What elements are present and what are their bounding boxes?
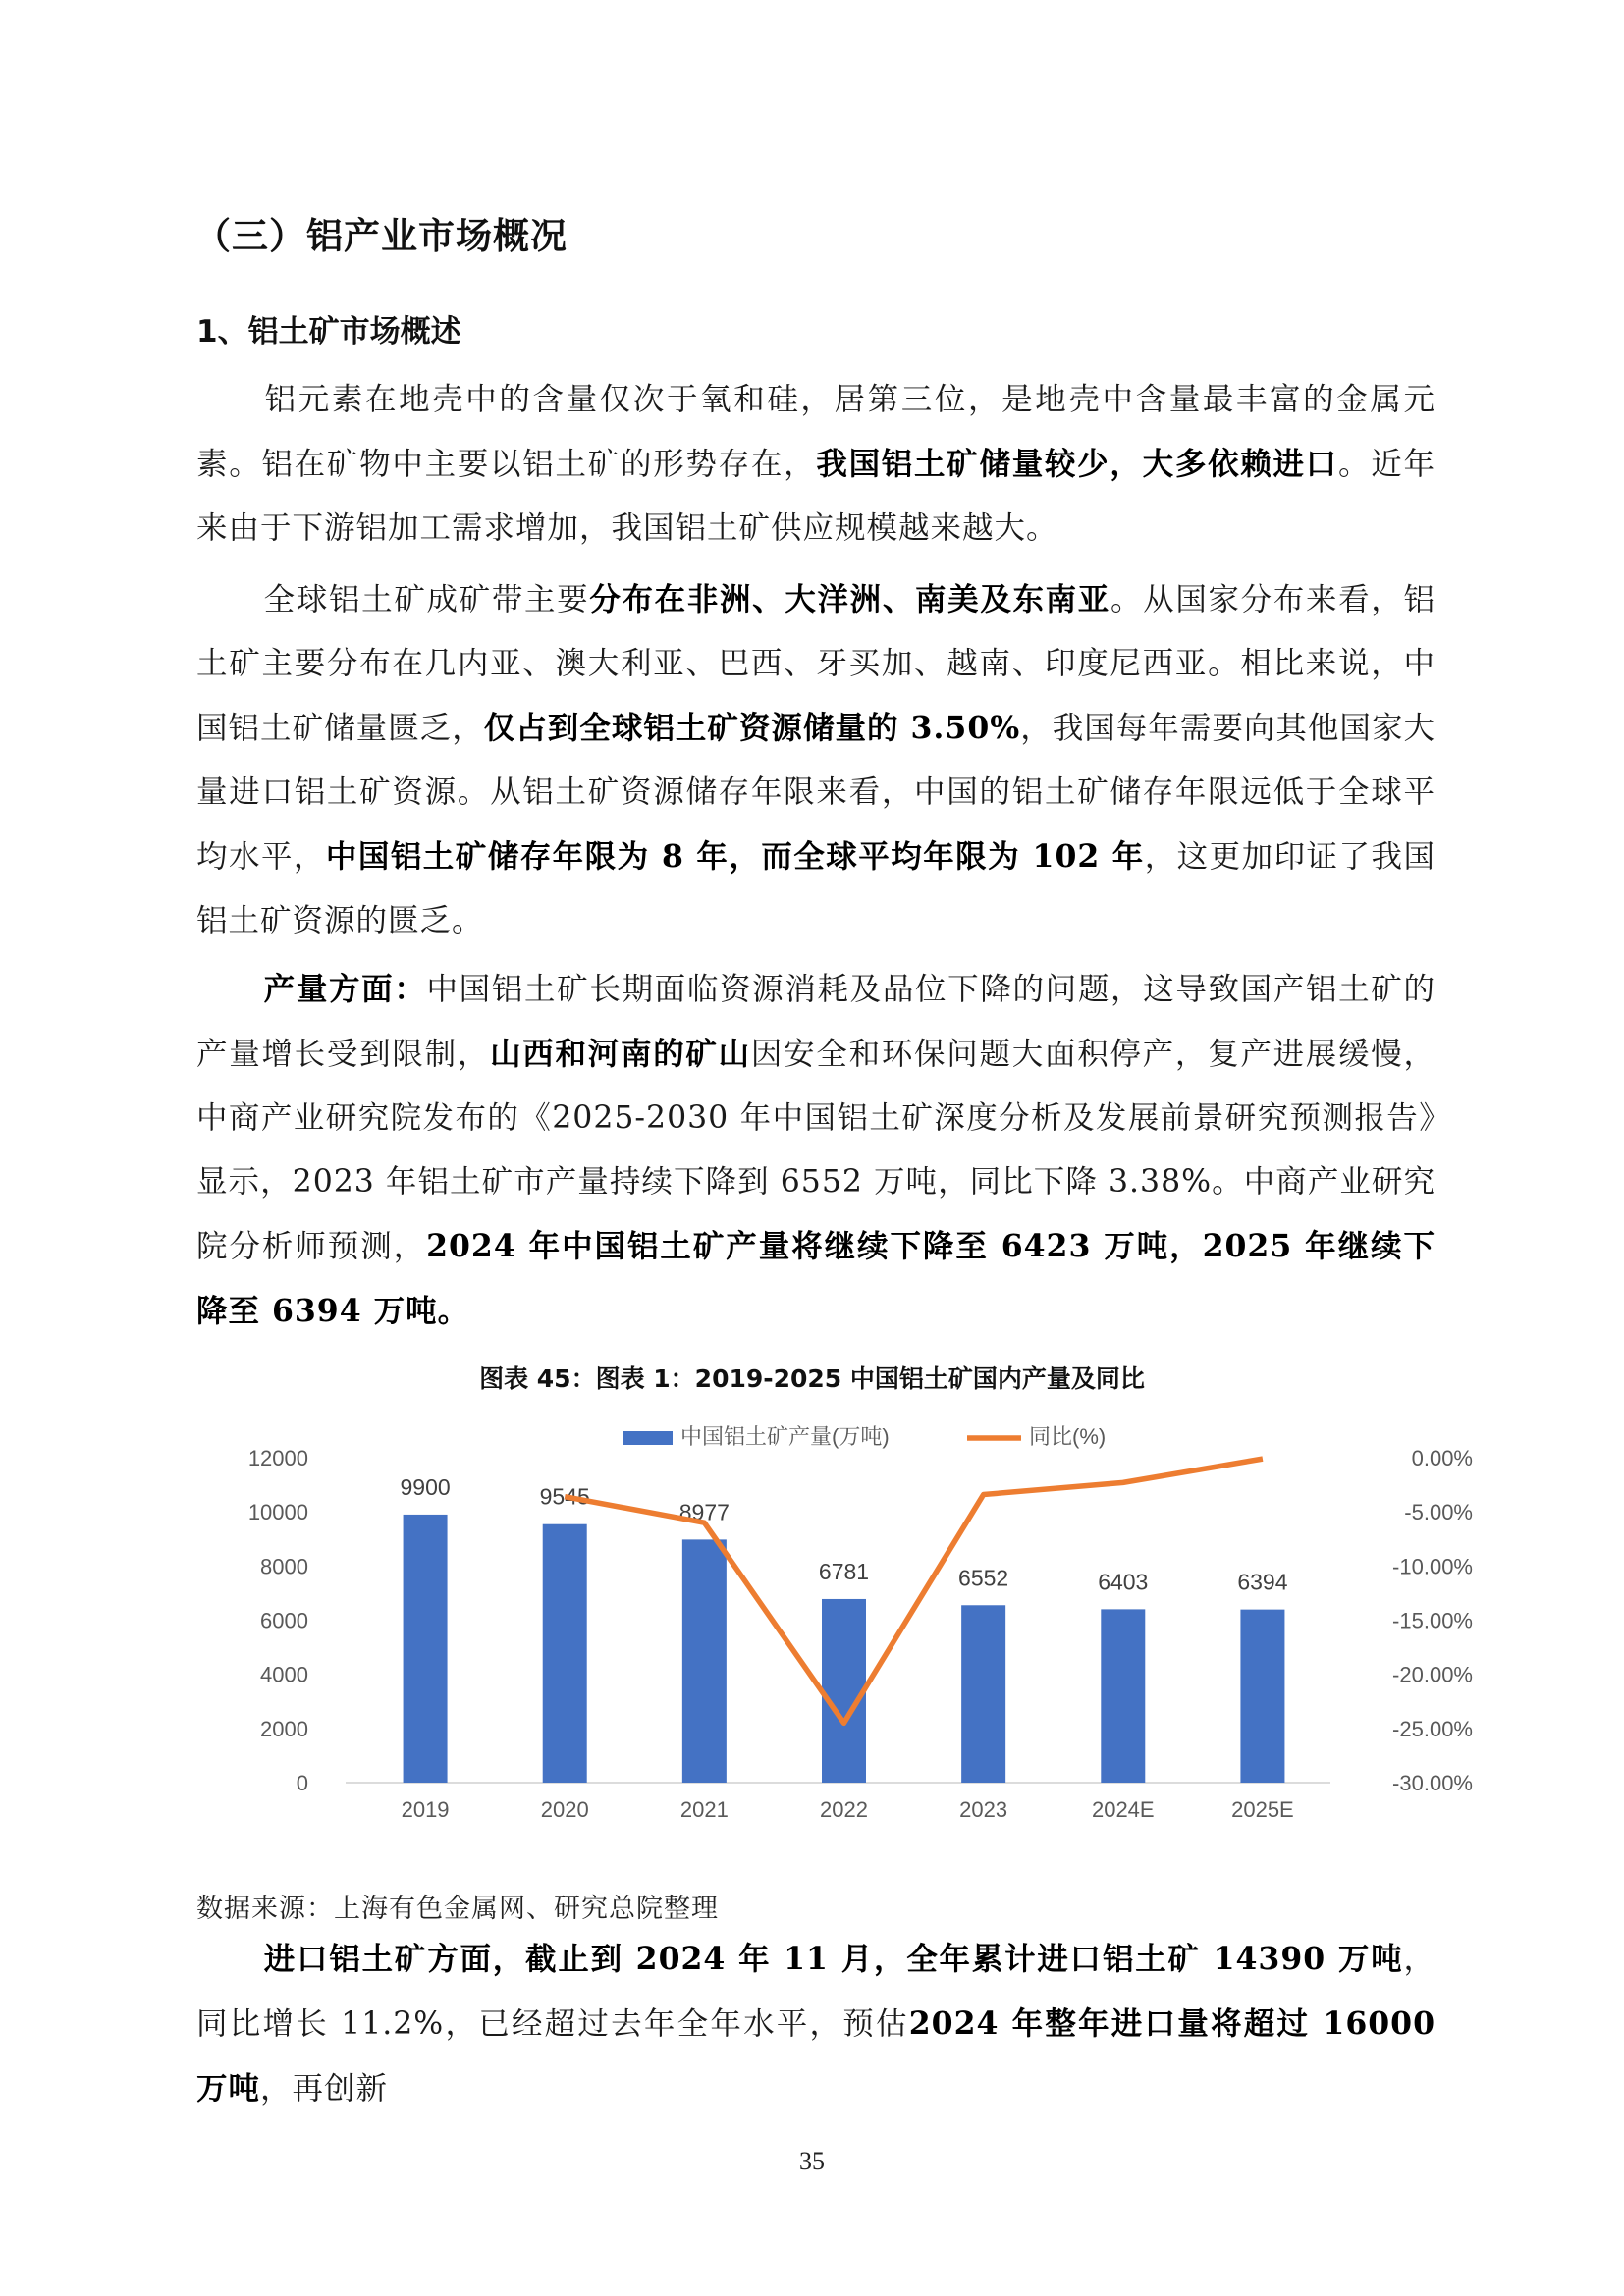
y-left-tick-label: 10000 bbox=[247, 1500, 308, 1525]
text-run: 。近年来由于下游铝加工需求增加，我国铝土矿供应规模越来越大。 bbox=[196, 447, 1435, 546]
text-run: 铝元素在地壳中的含量仅次于氧和硅，居第三位，是地壳中含量最丰富的金属元素。铝在矿物中主要以铝土矿的形势存在， bbox=[196, 382, 1435, 482]
y-right-tick-label: -30.00% bbox=[1392, 1771, 1473, 1795]
subsection-title: 1、铝土矿市场概述 bbox=[196, 314, 461, 349]
section-title: （三）铝产业市场概况 bbox=[194, 215, 568, 257]
bar-2022 bbox=[822, 1599, 866, 1783]
bold-run: 进口铝土矿方面，截止到 2024 年 11 月，全年累计进口铝土矿 14390 万吨 bbox=[263, 1941, 1404, 1977]
x-tick-label: 2023 bbox=[959, 1797, 1008, 1822]
legend-bar-swatch bbox=[623, 1431, 673, 1445]
bold-run: 中国铝土矿储存年限为 8 年，而全球平均年限为 102 年 bbox=[325, 838, 1145, 875]
y-left-tick-label: 6000 bbox=[260, 1608, 308, 1633]
text-run: 全球铝土矿成矿带主要 bbox=[263, 582, 590, 617]
text-run: 中国铝土矿长期面临资源消耗及品位下降的问题，这导致国产铝土矿的产量增长受到限制， bbox=[196, 972, 1435, 1072]
x-tick-label: 2021 bbox=[679, 1797, 729, 1822]
legend-bar-label: 中国铝土矿产量(万吨) bbox=[680, 1424, 890, 1449]
bar-2020 bbox=[543, 1524, 587, 1783]
x-tick-label: 2019 bbox=[401, 1797, 450, 1822]
bold-run: 2024 年中国铝土矿产量将继续下降至 6423 万吨，2025 年继续下降至 6394 万吨。 bbox=[196, 1228, 1435, 1329]
bold-run: 2024 年整年进口量将超过 16000 万吨 bbox=[196, 2005, 1435, 2107]
bold-run: 产量方面： bbox=[263, 971, 427, 1007]
x-tick-label: 2020 bbox=[540, 1797, 589, 1822]
y-right-tick-label: -15.00% bbox=[1392, 1608, 1473, 1633]
text-run: 因安全和环保问题大面积停产，复产进展缓慢，中商产业研究院发布的《2025-2030 年中国铝土矿深度分析及发展前景研究预测报告》显示，2023 年铝土矿市产量持续下降到 6552 万吨，同比下降 3.38%。中商产业研究院分析师预测， bbox=[196, 1037, 1435, 1264]
text-run: ，同比增长 11.2%，已经超过去年全年水平，预估 bbox=[196, 1942, 1435, 2042]
source-note: 数据来源：上海有色金属网、研究总院整理 bbox=[196, 1894, 719, 1924]
y-left-tick-label: 8000 bbox=[260, 1554, 308, 1579]
bar-data-label: 8977 bbox=[678, 1499, 730, 1525]
y-right-tick-label: -10.00% bbox=[1392, 1554, 1473, 1579]
production-chart bbox=[245, 1414, 1473, 1904]
bar-data-label: 6552 bbox=[958, 1565, 1009, 1591]
bold-run: 山西和河南的矿山 bbox=[490, 1036, 751, 1072]
bold-run: 分布在非洲、大洋洲、南美及东南亚 bbox=[589, 581, 1110, 617]
paragraph-1 bbox=[196, 368, 1435, 561]
y-right-tick-label: -20.00% bbox=[1392, 1662, 1473, 1687]
y-left-tick-label: 12000 bbox=[247, 1446, 308, 1470]
yoy-line bbox=[565, 1459, 1263, 1723]
bold-run: 我国铝土矿储量较少，大多依赖进口 bbox=[816, 446, 1339, 482]
bar-2019 bbox=[404, 1515, 448, 1783]
bar-data-label: 9900 bbox=[400, 1473, 451, 1500]
chart-caption: 图表 45：图表 1：2019-2025 中国铝土矿国内产量及同比 bbox=[479, 1364, 1145, 1393]
bar-2025E bbox=[1240, 1610, 1284, 1783]
bar-2021 bbox=[682, 1539, 727, 1783]
bar-data-label: 6781 bbox=[818, 1558, 870, 1584]
x-tick-label: 2024E bbox=[1091, 1797, 1155, 1822]
x-tick-label: 2025E bbox=[1231, 1797, 1294, 1822]
y-right-tick-label: -25.00% bbox=[1392, 1716, 1473, 1741]
bar-data-label: 6394 bbox=[1237, 1569, 1288, 1595]
text-run: 。从国家分布来看，铝土矿主要分布在几内亚、澳大利亚、巴西、牙买加、越南、印度尼西亚。相比来说，中国铝土矿储量匮乏， bbox=[196, 582, 1435, 746]
bar-data-label: 6403 bbox=[1098, 1569, 1149, 1595]
text-run: ，再创新 bbox=[260, 2071, 389, 2107]
page-number: 35 bbox=[799, 2147, 825, 2175]
y-left-tick-label: 2000 bbox=[260, 1716, 308, 1741]
legend-line-label: 同比(%) bbox=[1029, 1424, 1107, 1449]
text-run: ，我国每年需要向其他国家大量进口铝土矿资源。从铝土矿资源储存年限来看，中国的铝土矿储存年限远低于全球平均水平， bbox=[196, 711, 1435, 875]
bar-2023 bbox=[961, 1605, 1005, 1783]
bold-run: 仅占到全球铝土矿资源储量的 3.50% bbox=[483, 710, 1021, 746]
paragraph-4 bbox=[196, 1927, 1435, 2121]
y-left-tick-label: 0 bbox=[296, 1771, 308, 1795]
paragraph-2 bbox=[196, 567, 1435, 953]
paragraph-3 bbox=[196, 957, 1435, 1344]
x-tick-label: 2022 bbox=[820, 1797, 868, 1822]
y-left-tick-label: 4000 bbox=[260, 1662, 308, 1687]
bar-2024E bbox=[1101, 1609, 1145, 1783]
y-right-tick-label: -5.00% bbox=[1404, 1500, 1473, 1525]
bar-data-label: 9545 bbox=[539, 1483, 590, 1510]
text-run: ，这更加印证了我国铝土矿资源的匮乏。 bbox=[196, 839, 1435, 938]
y-right-tick-label: 0.00% bbox=[1411, 1446, 1473, 1470]
